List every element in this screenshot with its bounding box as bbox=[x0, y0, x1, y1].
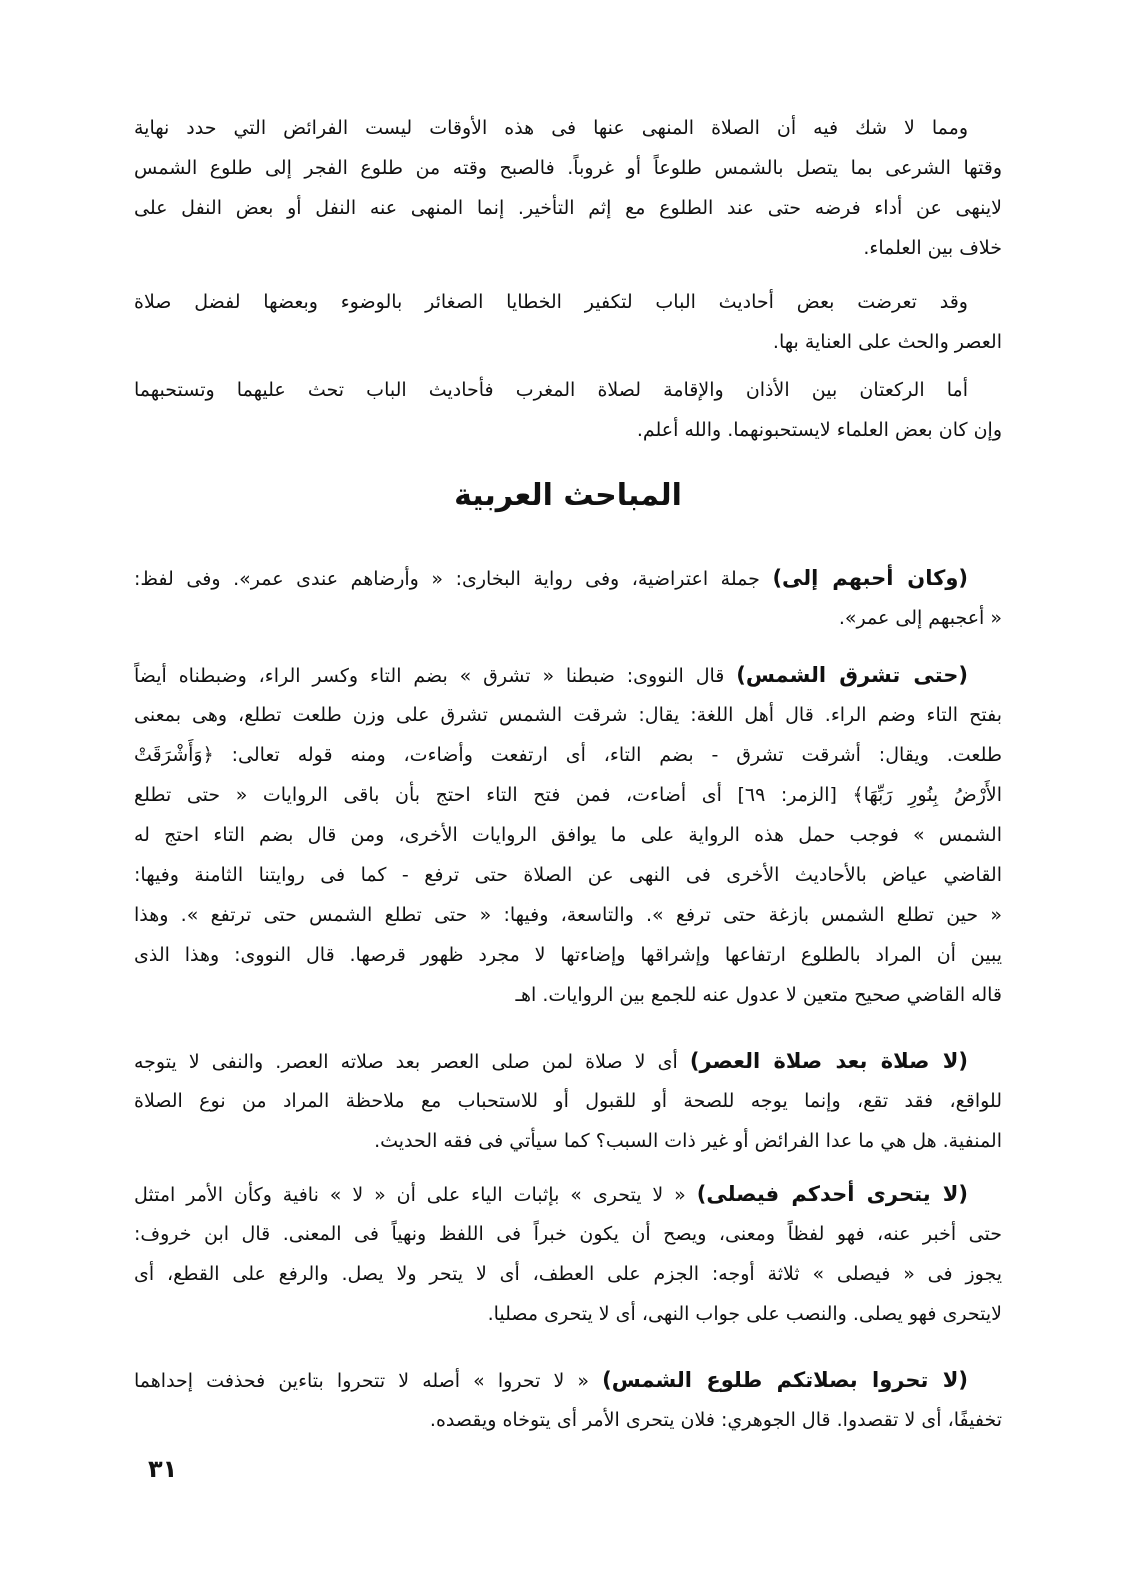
text-line: العصر والحث على العناية بها. bbox=[772, 331, 1002, 353]
text-line: الأَرْضُ بِنُورِ رَبِّهَا﴾ [الزمر: ٦٩] أى أضاءت، فمن فتح التاء احتج بأن باقى الروايات « حتى تطلع bbox=[134, 784, 1002, 806]
text-line: طلعت. ويقال: أشرقت تشرق - بضم التاء، أى ارتفعت وأضاءت، ومنه قوله تعالى: ﴿وَأَشْرَقَتْ bbox=[134, 744, 1002, 766]
page-number: ٣١ bbox=[148, 1455, 178, 1483]
intro-paragraph bbox=[134, 370, 1002, 450]
entry-text: جملة اعتراضية، وفى رواية البخارى: « وأرضاهم عندى عمر». وفى لفظ: bbox=[134, 568, 773, 590]
text-line: الشمس » فوجب حمل هذه الرواية على ما يوافق الروايات الأخرى، ومن قال بضم التاء احتج له bbox=[134, 824, 1002, 846]
entry-term: (لا يتحرى أحدكم فيصلى) bbox=[696, 1182, 968, 1206]
text-line: حتى أخبر عنه، فهو لفظاً ومعنى، ويصح أن يكون خبراً فى اللفظ ونهياً فى المعنى. قال ابن خروف: bbox=[134, 1223, 1002, 1245]
text-line: وقتها الشرعى بما يتصل بالشمس طلوعاً أو غروباً. فالصبح وقته من طلوع الفجر إلى طلوع الشمس bbox=[134, 157, 1002, 179]
text-line: خلاف بين العلماء. bbox=[863, 237, 1002, 259]
text-line: ومما لا شك فيه أن الصلاة المنهى عنها فى هذه الأوقات ليست الفرائض التي حدد نهاية bbox=[134, 117, 968, 139]
glossary-entry bbox=[134, 1174, 1002, 1334]
entry-first-line bbox=[134, 655, 1002, 695]
text-line: يجوز فى « فيصلى » ثلاثة أوجه: الجزم على العطف، أى لا يتحر ولا يصل. والرفع على القطع، أى bbox=[134, 1263, 1002, 1285]
entry-first-line bbox=[134, 1174, 1002, 1214]
text-line: وإن كان بعض العلماء لايستحبونهما. والله أعلم. bbox=[636, 419, 1002, 441]
intro-paragraph bbox=[134, 108, 1002, 268]
glossary-entry bbox=[134, 558, 1002, 638]
text-line: لاينهى عن أداء فرضه حتى عند الطلوع مع إثم التأخير. إنما المنهى عنه النفل أو بعض النفل على bbox=[134, 197, 1002, 219]
intro-paragraph bbox=[134, 282, 1002, 362]
text-line: وقد تعرضت بعض أحاديث الباب لتكفير الخطايا الصغائر بالوضوء وبعضها لفضل صلاة bbox=[134, 291, 968, 313]
text-line: قاله القاضي صحيح متعين لا عدول عنه للجمع بين الروايات. اهـ bbox=[515, 984, 1002, 1006]
text-line: بفتح التاء وضم الراء. قال أهل اللغة: يقال: شرقت الشمس تشرق على وزن طلعت تطلع، وهى بمعنى bbox=[134, 704, 1002, 726]
entry-term: (وكان أحبهم إلى) bbox=[772, 566, 968, 590]
text-line: القاضي عياض بالأحاديث الأخرى فى النهى عن الصلاة حتى ترفع - كما فى روايتنا الثامنة وفيها: bbox=[134, 864, 1002, 886]
entry-first-line bbox=[134, 1041, 1002, 1081]
entry-first-line bbox=[134, 1360, 1002, 1400]
glossary-entry bbox=[134, 1360, 1002, 1440]
entry-text: « لا تحروا » أصله لا تتحروا بتاءين فحذفت إحداهما bbox=[134, 1370, 603, 1392]
entry-term: (لا صلاة بعد صلاة العصر) bbox=[689, 1049, 968, 1073]
text-line: لايتحرى فهو يصلى. والنصب على جواب النهى، أى لا يتحرى مصليا. bbox=[487, 1303, 1002, 1325]
entry-term: (لا تحروا بصلاتكم طلوع الشمس) bbox=[602, 1368, 968, 1392]
text-line: للواقع، فقد تقع، وإنما يوجه للصحة أو للقبول أو للاستحباب مع ملاحظة المراد من نوع الصلاة bbox=[134, 1090, 1002, 1112]
section-heading: المباحث العربية bbox=[454, 478, 682, 513]
text-line: « حين تطلع الشمس بازغة حتى ترفع ». والتاسعة، وفيها: « حتى تطلع الشمس حتى ترتفع ». وهذا bbox=[134, 904, 1002, 926]
text-line: « أعجبهم إلى عمر». bbox=[838, 607, 1002, 629]
entry-text: أى لا صلاة لمن صلى العصر بعد صلاته العصر. والنفى لا يتوجه bbox=[134, 1051, 690, 1073]
text-line: تخفيفًا، أى لا تقصدوا. قال الجوهري: فلان يتحرى الأمر أى يتوخاه ويقصده. bbox=[429, 1409, 1002, 1431]
entry-term: (حتى تشرق الشمس) bbox=[736, 663, 968, 687]
glossary-entry bbox=[134, 1041, 1002, 1161]
text-line: المنفية. هل هي ما عدا الفرائض أو غير ذات السبب؟ كما سيأتي فى فقه الحديث. bbox=[374, 1130, 1002, 1152]
text-line: أما الركعتان بين الأذان والإقامة لصلاة المغرب فأحاديث الباب تحث عليهما وتستحبهما bbox=[134, 379, 968, 401]
entry-text: قال النووى: ضبطنا « تشرق » بضم التاء وكسر الراء، وضبطناه أيضاً bbox=[134, 665, 737, 687]
entry-text: « لا يتحرى » بإثبات الياء على أن « لا » نافية وكأن الأمر امتثل bbox=[134, 1184, 697, 1206]
text-line: يبين أن المراد بالطلوع ارتفاعها وإشراقها وإضاءتها لا مجرد ظهور قرصها. قال النووى: وهذا الذى bbox=[134, 944, 1002, 966]
glossary-entry bbox=[134, 655, 1002, 1015]
entry-first-line bbox=[134, 558, 1002, 598]
